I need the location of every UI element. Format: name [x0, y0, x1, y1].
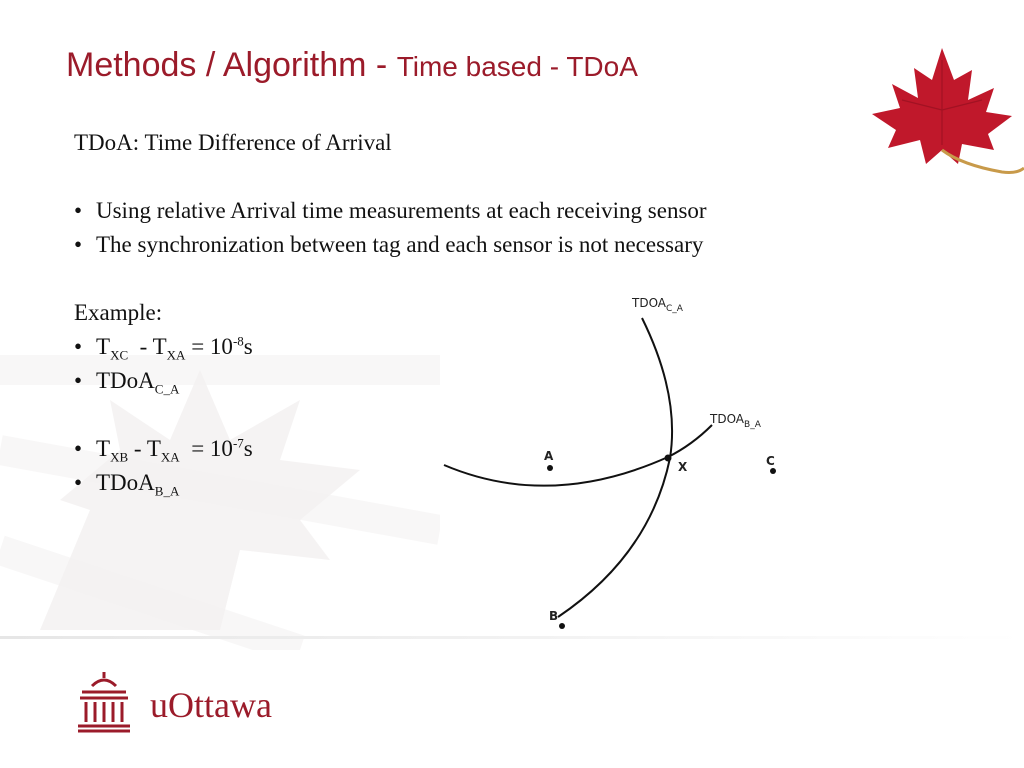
example-item: • TDoA$_{B\_A}$ [74, 470, 180, 499]
example-item: • $T_{XB} - T_{XA} = 10^{-7}s$ [74, 435, 253, 465]
bullet-item: • Using relative Arrival time measurements at each receiving sensor [74, 198, 707, 223]
uottawa-logo-text: uOttawa [150, 685, 272, 725]
uottawa-building-icon [76, 668, 132, 734]
intersection-point [665, 455, 672, 462]
point-b-label: B [549, 609, 559, 623]
example-label: Example: [74, 300, 163, 325]
curve-c-label: $TDOA_{C\_A}$ [632, 296, 683, 314]
point-a-label: A [544, 449, 554, 463]
example-item: • $T_{XC} - T_{XA} = 10^{-8}s$ [74, 333, 253, 363]
point-c-label: C [766, 454, 775, 468]
slide-title [66, 46, 638, 85]
sensor-b-point [559, 623, 565, 629]
sensor-a-point [547, 465, 553, 471]
curve-b-label: $TDOA_{B\_A}$ [710, 412, 761, 430]
title-sub: Time based - TDoA [396, 51, 638, 82]
example-item: • TDoA$_{C\_A}$ [74, 368, 180, 397]
title-main: Methods / Algorithm - [66, 46, 397, 84]
tdoa-diagram [430, 285, 830, 635]
definition-text: TDoA: Time Difference of Arrival [74, 130, 392, 155]
sensor-c-point [770, 468, 776, 474]
bullet-item: • The synchronization between tag and each sensor is not necessary [74, 232, 704, 257]
footer-divider [0, 636, 1024, 639]
point-x-label: X [678, 460, 688, 474]
tdoa-c-a-curve [558, 318, 672, 617]
